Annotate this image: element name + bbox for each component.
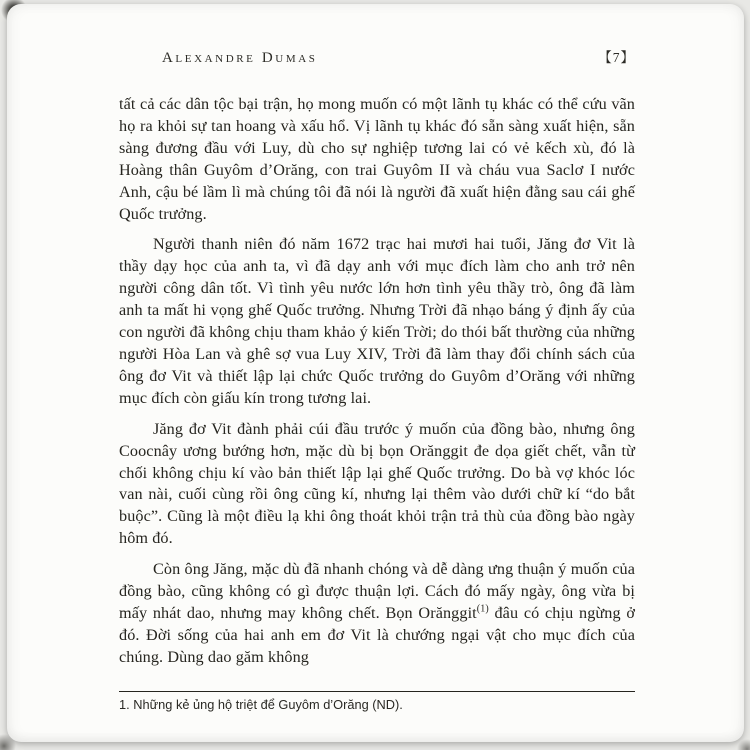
page-header — [119, 46, 635, 67]
page-number: 【7】 — [598, 50, 635, 65]
paragraph: Người thanh niên đó năm 1672 trạc hai mươi hai tuổi, Jăng đơ Vit là thầy dạy học của anh ta, vì đã dạy anh với mục đích làm cho anh trở nên người công dân tốt. Vì tình yêu nước lớn hơn tình yêu thầy trò, ông đã làm anh ta mất hi vọng ghế Quốc trưởng. Nhưng Trời đã nhạo báng ý định ấy của con người đã không chịu tham khảo ý kiến Trời; do thói bất thường của những người Hòa Lan và ghê sợ vua Luy XIV, Trời đã làm thay đổi chính sách của ông đơ Vit và thiết lập lại chức Quốc trưởng do Guyôm d’Orăng với những mục đích còn giấu kín trong tương lai. — [119, 235, 635, 407]
page-body — [119, 94, 635, 678]
paragraph: Jăng đơ Vit đành phải cúi đầu trước ý muốn của đồng bào, nhưng ông Coocnây ương bướng hơn, mặc dù bị bọn Orănggit đe dọa giết chết, vẫn từ chối không chịu kí vào bản thiết lập lại ghế Quốc trưởng. Do bà vợ khóc lóc van nài, cuối cùng rồi ông cũng kí, nhưng lại thêm vào dưới chữ kí “do bắt buộc”. Cũng là một điều lạ khi ông thoát khỏi trận trả thù của đồng bào ngày hôm đó. — [119, 419, 635, 548]
paragraph-text: Còn ông Jăng, mặc dù đã nhanh chóng và dễ dàng ưng thuận ý muốn của đồng bào, cũng không có gì được thuận lợi. Cách đó mấy ngày, ông vừa bị mấy nhát dao, nhưng may không chết. Bọn Orănggit — [119, 560, 635, 622]
footnote-text: 1. Những kẻ ủng hộ triệt để Guyôm d’Orăng (ND). — [119, 697, 403, 712]
paragraph-text: đâu có chịu ngừng ở đó. Đời sống của hai anh em đơ Vit là chướng ngại vật cho mục đích của chúng. Dùng dao găm không — [119, 603, 636, 666]
paragraph: tất cả các dân tộc bại trận, họ mong muốn có một lãnh tụ khác có thể cứu vãn họ ra khỏi sự tan hoang và xấu hổ. Vị lãnh tụ khác đó sẵn sàng xuất hiện, sẵn sàng đương đầu với Luy, dù cho sự nghiệp tương lai có vẻ kếch xù, đó là Hoàng thân Guyôm d’Orăng, con trai Guyôm II và cháu vua Saclơ I nước Anh, cậu bé lầm lì mà chúng tôi đã nói là người đã xuất hiện đằng sau cái ghế Quốc trưởng. — [119, 95, 635, 223]
book-page — [7, 4, 744, 742]
paragraph — [119, 559, 635, 669]
footnote-rule — [119, 691, 635, 692]
footnote-marker: (1) — [476, 603, 489, 615]
running-head-author: Alexandre Dumas — [162, 50, 318, 66]
